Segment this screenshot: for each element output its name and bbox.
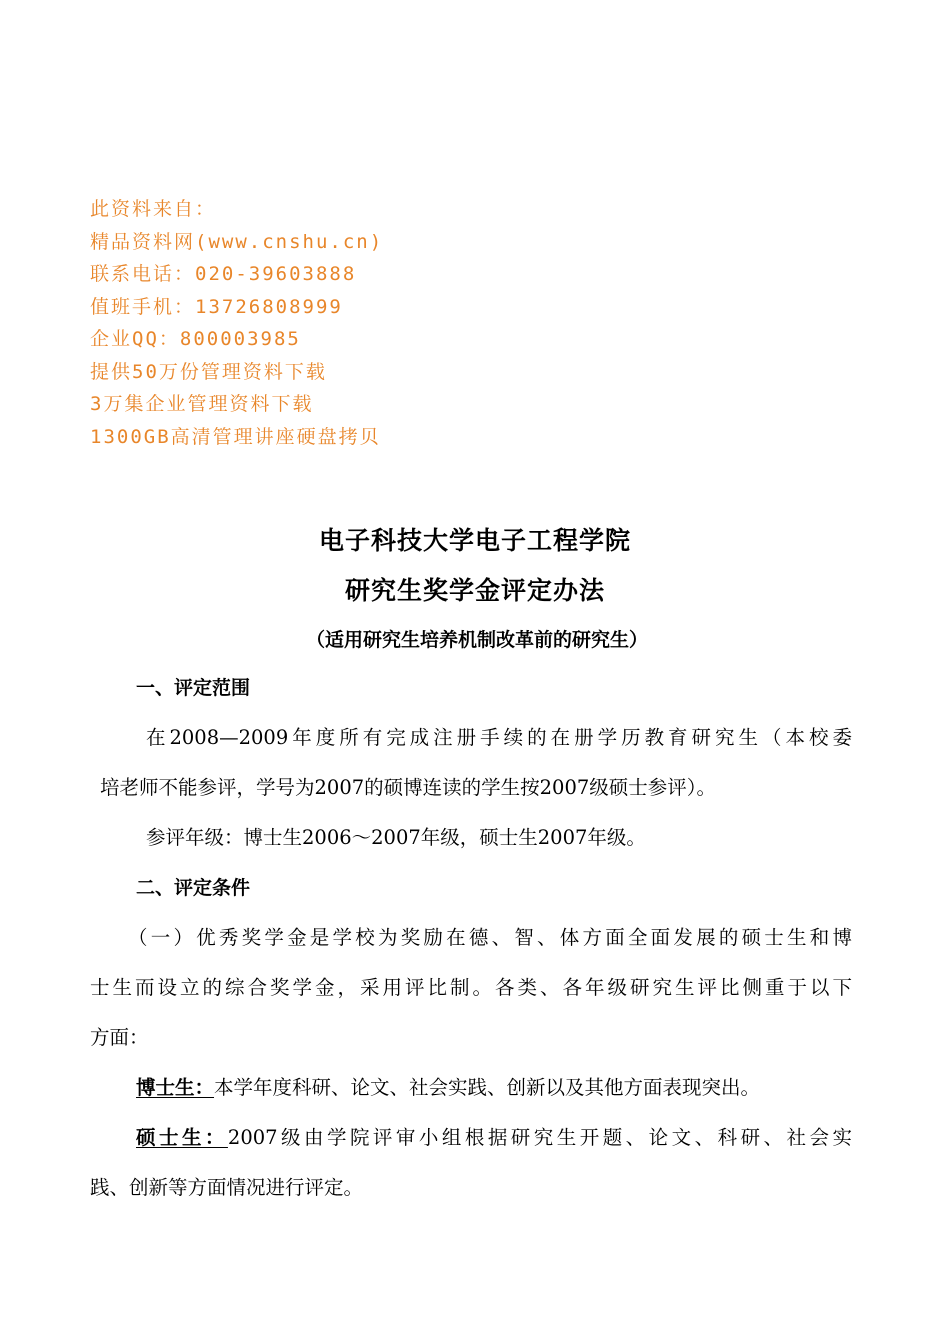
master-criteria bbox=[90, 1113, 852, 1163]
offer-line-3: 1300GB高清管理讲座硬盘拷贝 bbox=[90, 425, 381, 448]
section-1-heading: 一、评定范围 bbox=[136, 677, 251, 699]
master-text: 2007级由学院评审小组根据研究生开题、论文、科研、社会实 bbox=[227, 1126, 852, 1149]
section-2-paragraph-line: 士生而设立的综合奖学金，采用评比制。各类、各年级研究生评比侧重于以下 bbox=[90, 976, 852, 999]
section-1-paragraph-line: 培老师不能参评，学号为2007的硕博连读的学生按2007级硕士参评）。 bbox=[100, 776, 717, 799]
offer-line-2: 3万集企业管理资料下载 bbox=[90, 393, 314, 415]
section-1-paragraph-line: 在2008—2009年度所有完成注册手续的在册学历教育研究生（本校委 bbox=[146, 726, 852, 749]
source-line: 此资料来自： bbox=[90, 198, 217, 220]
section-2-heading: 二、评定条件 bbox=[136, 877, 251, 899]
document-title-line-2: 研究生奖学金评定办法 bbox=[344, 576, 605, 605]
offer-line-1: 提供50万份管理资料下载 bbox=[90, 360, 327, 383]
section-2-paragraph-line: （一）优秀奖学金是学校为奖励在德、智、体方面全面发展的硕士生和博 bbox=[128, 926, 852, 949]
qq-line: 企业QQ：800003985 bbox=[90, 328, 301, 350]
website-line: 精品资料网(www.cnshu.cn) bbox=[90, 230, 384, 253]
document-subtitle: （适用研究生培养机制改革前的研究生） bbox=[305, 629, 648, 651]
phone-line: 联系电话：020-39603888 bbox=[90, 263, 357, 285]
section-1-grade-paragraph: 参评年级：博士生2006～2007年级，硕士生2007年级。 bbox=[146, 826, 646, 849]
master-criteria-continuation: 践、创新等方面情况进行评定。 bbox=[90, 1176, 364, 1199]
source-info-block bbox=[90, 193, 610, 453]
section-2-paragraph-line: 方面： bbox=[90, 1026, 149, 1049]
phd-criteria bbox=[90, 1063, 852, 1113]
mobile-line: 值班手机：13726808999 bbox=[90, 295, 343, 318]
master-label: 硕士生： bbox=[136, 1126, 228, 1149]
document-body bbox=[90, 663, 852, 1213]
document-title-line-1: 电子科技大学电子工程学院 bbox=[318, 526, 631, 555]
document-title-block bbox=[0, 516, 950, 664]
phd-text: 本学年度科研、论文、社会实践、创新以及其他方面表现突出。 bbox=[214, 1076, 761, 1099]
phd-label: 博士生： bbox=[136, 1076, 215, 1099]
